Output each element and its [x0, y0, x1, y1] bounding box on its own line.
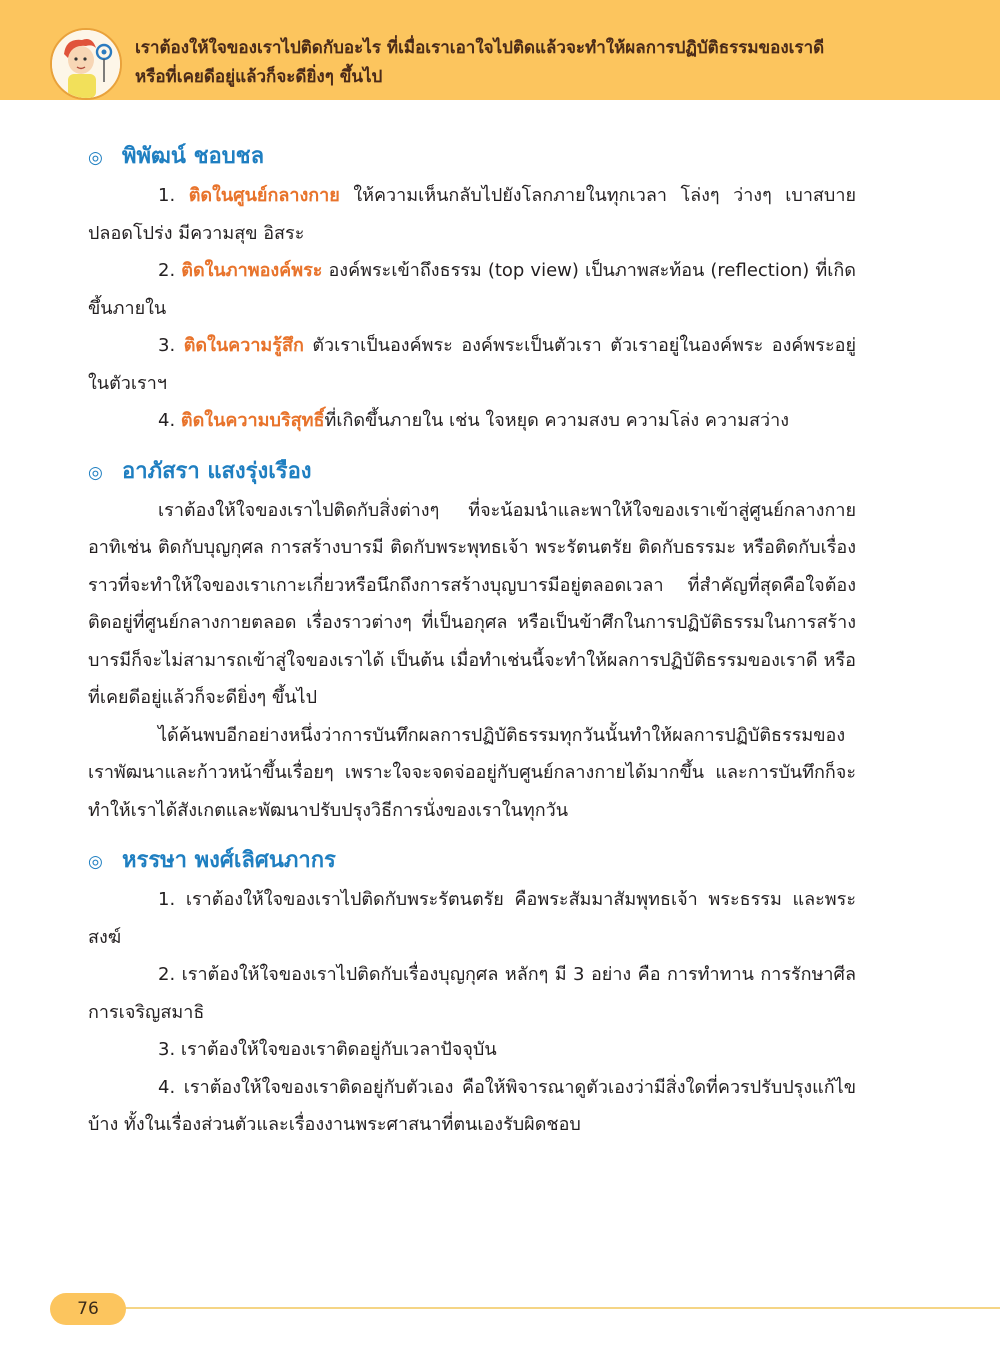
section-title-2: ◎ อาภัสรา แสงรุ่งเรือง	[88, 453, 856, 492]
header-banner	[0, 0, 1000, 100]
paragraph: ได้ค้นพบอีกอย่างหนึ่งว่าการบันทึกผลการปฏิบัติธรรมทุกวันนั้นทำให้ผลการปฏิบัติธรรมของเราพัฒนาและก้าวหน้าขึ้นเรื่อยๆ เพราะใจจะจดจ่ออยู่กับศูนย์กลางกายได้มากขึ้น และการบันทึกก็จะทำให้เราได้สังเกตและพัฒนาปรับปรุงวิธีการนั่งของเราในทุกวัน	[88, 724, 856, 821]
list-item: 2. เราต้องให้ใจของเราไปติดกับเรื่องบุญกุศล หลักๆ มี 3 อย่าง คือ การทำทาน การรักษาศีล การเจริญสมาธิ	[88, 964, 856, 1023]
list-item: 3. เราต้องให้ใจของเราติดอยู่กับเวลาปัจจุบัน	[158, 1039, 497, 1060]
section-bullet-icon: ◎	[88, 852, 103, 872]
list-item: 3. ติดในความรู้สึก ตัวเราเป็นองค์พระ องค์พระเป็นตัวเรา ตัวเราอยู่ในองค์พระ องค์พระอยู่ในตัวเราฯ	[88, 335, 856, 394]
page-content	[88, 138, 856, 1144]
list-item: 1. ติดในศูนย์กลางกาย ให้ความเห็นกลับไปยังโลกภายในทุกเวลา โล่งๆ ว่างๆ เบาสบาย ปลอดโปร่ง มีความสุข อิสระ	[88, 185, 856, 244]
section-title-3: ◎ หรรษา พงศ์เลิศนภากร	[88, 842, 856, 881]
list-item: 4. ติดในความบริสุทธิ์ที่เกิดขึ้นภายใน เช่น ใจหยุด ความสงบ ความโล่ง ความสว่าง	[158, 410, 790, 431]
page-number: 76	[50, 1293, 126, 1325]
section-bullet-icon: ◎	[88, 148, 103, 168]
header-line-2: หรือที่เคยดีอยู่แล้วก็จะดียิ่งๆ ขึ้นไป	[135, 67, 383, 87]
section-bullet-icon: ◎	[88, 462, 103, 483]
cartoon-child-icon	[50, 28, 122, 100]
list-item: 1. เราต้องให้ใจของเราไปติดกับพระรัตนตรัย คือพระสัมมาสัมพุทธเจ้า พระธรรม และพระสงฆ์	[88, 889, 856, 948]
header-text	[135, 34, 975, 92]
paragraph: เราต้องให้ใจของเราไปติดกับสิ่งต่างๆ ที่จะน้อมนำและพาให้ใจของเราเข้าสู่ศูนย์กลางกาย อาทิเช่น ติดกับบุญกุศล การสร้างบารมี ติดกับพระพุทธเจ้า พระรัตนตรัย ติดกับธรรมะ หรือติดกับเรื่องราวที่จะทำให้ใจของเราเกาะเกี่ยวหรือนึกถึงการสร้างบุญบารมีอยู่ตลอดเวลา ที่สำคัญที่สุดคือใจต้องติดอยู่ที่ศูนย์กลางกายตลอด เรื่องราวต่างๆ ที่เป็นอกุศล หรือเป็นข้าศึกในการปฏิบัติธรรมในการสร้างบารมีก็จะไม่สามารถเข้าสู่ใจของเราได้ เป็นต้น เมื่อทำเช่นนี้จะทำให้ผลการปฏิบัติธรรมของเราดี หรือที่เคยดีอยู่แล้วก็จะดียิ่งๆ ขึ้นไป	[88, 499, 856, 708]
list-item: 4. เราต้องให้ใจของเราติดอยู่กับตัวเอง คือให้พิจารณาดูตัวเองว่ามีสิ่งใดที่ควรปรับปรุงแก้ไขบ้าง ทั้งในเรื่องส่วนตัวและเรื่องงานพระศาสนาที่ตนเองรับผิดชอบ	[88, 1076, 856, 1135]
list-item: 2. ติดในภาพองค์พระ องค์พระเข้าถึงธรรม (top view) เป็นภาพสะท้อน (reflection) ที่เกิดขึ้นภายใน	[88, 260, 856, 319]
footer-divider	[120, 1307, 1000, 1309]
section-title-1: ◎ พิพัฒน์ ชอบชล	[88, 138, 856, 177]
header-line-1: เราต้องให้ใจของเราไปติดกับอะไร ที่เมื่อเราเอาใจไปติดแล้วจะทำให้ผลการปฏิบัติธรรมของเราดี	[135, 38, 825, 58]
